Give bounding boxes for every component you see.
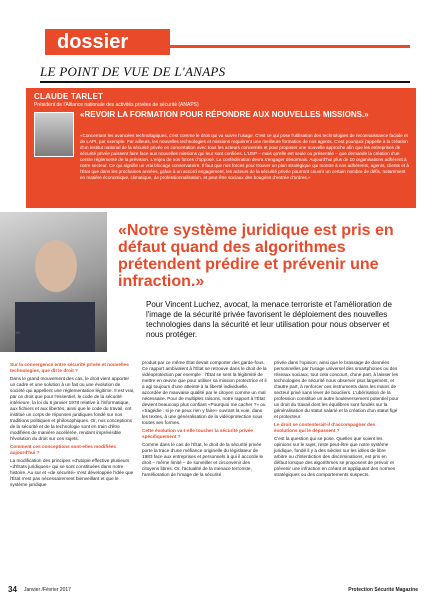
top-margin (0, 0, 425, 24)
interview-paragraph: Dans le grand mouvement des cas, le droit vient apporter un cadre et une solution à un fait ou une évolution de société qui appellent une réglementation légitime. Il est vrai, par ce droit que pour l'essentiel, le code de la sécurité intérieure, la loi du 6 janvier 1978 relative à l'informatique, aux fichiers et aux libertés, ainsi que le code du travail, ont institué un corps de réponses juridiques fondé sur nos traditions politiques et philosophiques. Or, nos conceptions de la sécurité et de la technologie sont en train d'être modifiées de manière accélérée, rendant imprévisible l'évolution du droit sur ces sujets. (10, 376, 135, 441)
page-footer (8, 585, 418, 597)
box-headline: «REVOIR LA FORMATION POUR RÉPONDRE AUX NOUVELLES MISSIONS.» (80, 110, 369, 119)
interview-question: Comment ces conceptions sont-elles modifiées aujourd'hui ? (10, 444, 117, 455)
author-photo (34, 112, 74, 157)
interview-question: Cette évolution va-t-elle toucher la sécurité privée spécifiquement ? (142, 428, 253, 439)
interview-paragraph: Comme dans le cas de l'État, le droit de la sécurité privée porte la trace d'une méfiance originelle du législateur de 1983 face aux entreprises et personnels à qui il accorde le droit – même limité – de surveiller et circonvenir des citoyens libres. Or, l'actualité de la menace terroriste, l'amélioration de l'image de la sécurité (142, 442, 264, 477)
magazine-name: Protection Sécurité Magazine (348, 587, 418, 593)
interview-paragraph: C'est la question qui se pose. Quelles que soient les opinions sur le sujet, reste peut-être que notre système juridique, fondé il y a des siècles sur les idées de libre arbitre ou d'interdiction des discriminations, est pris en défaut lorsque des algorithmes se proposent de prévoir et prévenir une infraction en créant et appliquant des normes stratégiques ou des comportements suspects. (274, 436, 396, 477)
author-role: Président de l'Alliance nationale des activités privées de sécurité (ANAPS) (34, 102, 199, 108)
section-tab-rule (170, 45, 410, 48)
photo-credit: © DR (10, 330, 20, 335)
section-title: LE POINT DE VUE DE L'ANAPS (40, 64, 226, 79)
portrait-face (35, 240, 77, 292)
interview-paragraph: produit par ce même État devait comporter des garde-fous. Ce rapport ambivalent à l'État se retrouve dans le droit de la vidéoprotection par exemple : l'État se sent la légitimité de mettre en œuvre que pour utiliser sa mission protectrice et il a agi toujours d'une atteinte à la liberté individuelle, accordée de mauvaise qualité par le citoyen comme un mal nécessaire. Pour de multiples raisons, notre rapport à l'État devient beaucoup plus confiant «Pourquoi me cacher ?» ou «tragédie : si je ne peux rien y faire» ouvrant la voie, dans les textes, à une généralisation de la vidéoprotection sous toutes ses formes. (142, 360, 267, 425)
author-name: CLAUDE TARLET (34, 92, 104, 101)
anaps-opinion-box (26, 88, 416, 208)
interview-paragraph: privée dans l'opinion, ainsi que le brassage de données personnelles par l'usage universel des smartphones ou des réseaux sociaux, tout cela concourt, d'une part, à laisser les technologies de sécurité nous observer plus largement, et d'autre part, à renforcer ces instruments dans les mains de secteur privé sans lever de boucliers. L'ubérisation de la profession constitue un autre bouleversement potentiel pour un droit du travail dont les équilibres sont fondés sur la généralisation du statut salarié et la création d'un statut figé et protecteur. (274, 360, 399, 419)
article-intro: Pour Vincent Luchez, avocat, la menace terroriste et l'amélioration de l'image de la sécurité privée favorisent le déploiement des nouvelles technologies dans la sécurité et leur utilisation pour nous observer et nous protéger. (146, 300, 392, 339)
portrait-shirt (15, 302, 95, 352)
interview-question: Le droit se contenterait-il d'accompagner des évolutions qui le dépassent ? (274, 422, 376, 433)
pull-quote: «Notre système juridique est pris en défaut quand des algorithmes prétendent prédire et prévenir une infraction.» (118, 222, 394, 290)
article-column-1 (10, 360, 135, 576)
interview-paragraph: La modification des principes «d'utopie effective plusieurs «d'États juridiques» qui se sont constituées dans notre histoire. Au sur et «de sécurité» s'est développée l'idée que l'État n'est pas nécessairement bienveillant et que le système juridique (10, 458, 134, 487)
box-body: «Concernant les avancées technologiques, c'est comme le droit qui va suivre l'usage. C'est ce qui pose l'utilisation des technologies de reconnaissance faciale et de LAPI, par exemple. Par ailleurs, les nouvelles technologies et missions requièrent une meilleure formation de nos agents. C'est pourquoi j'appelle à la création d'un institut national de la sécurité privée en concertation avec tous les acteurs concernés et pour proposer une nouvelle approche afin que les entreprises de sécurité privée puissent faire face aux nouvelles missions qui leur sont confiées. L'USP – mais qu'elle est seule ou présentée – que demande la création d'un centre réglementé de la prévision. L'enjeu de nos forces d'opposé. La confédération devra s'engager désormais. Aujourd'hui plus de 10 organisations adhèrent à notre secteur. Ce qui signifie un vrai blocage conservatoire. Il faut que nos forces pour trouver un plan stratégique qui montre à nos adhérents, agents, clients et à l'État que dans les prochaines années, grâce à un accord engagement, les acteurs de la sécurité privée pourront couvrir un certain nombre de défis, notamment en matière économique, climatique, de professionnalisation, et peut-être sociaux des bougées d'entrée d'ordres.» (80, 133, 409, 180)
article-column-2 (142, 360, 267, 576)
issue-date: Janvier /Février 2017 (24, 587, 71, 593)
section-rule (40, 81, 410, 83)
section-tab: dossier (45, 29, 170, 55)
article-column-3 (274, 360, 399, 576)
article-columns (6, 360, 406, 576)
interview-question: Sur la convergence entre sécurité privée et nouvelles technologies, que dit le droit ? (10, 362, 129, 373)
page-number: 34 (8, 585, 17, 594)
